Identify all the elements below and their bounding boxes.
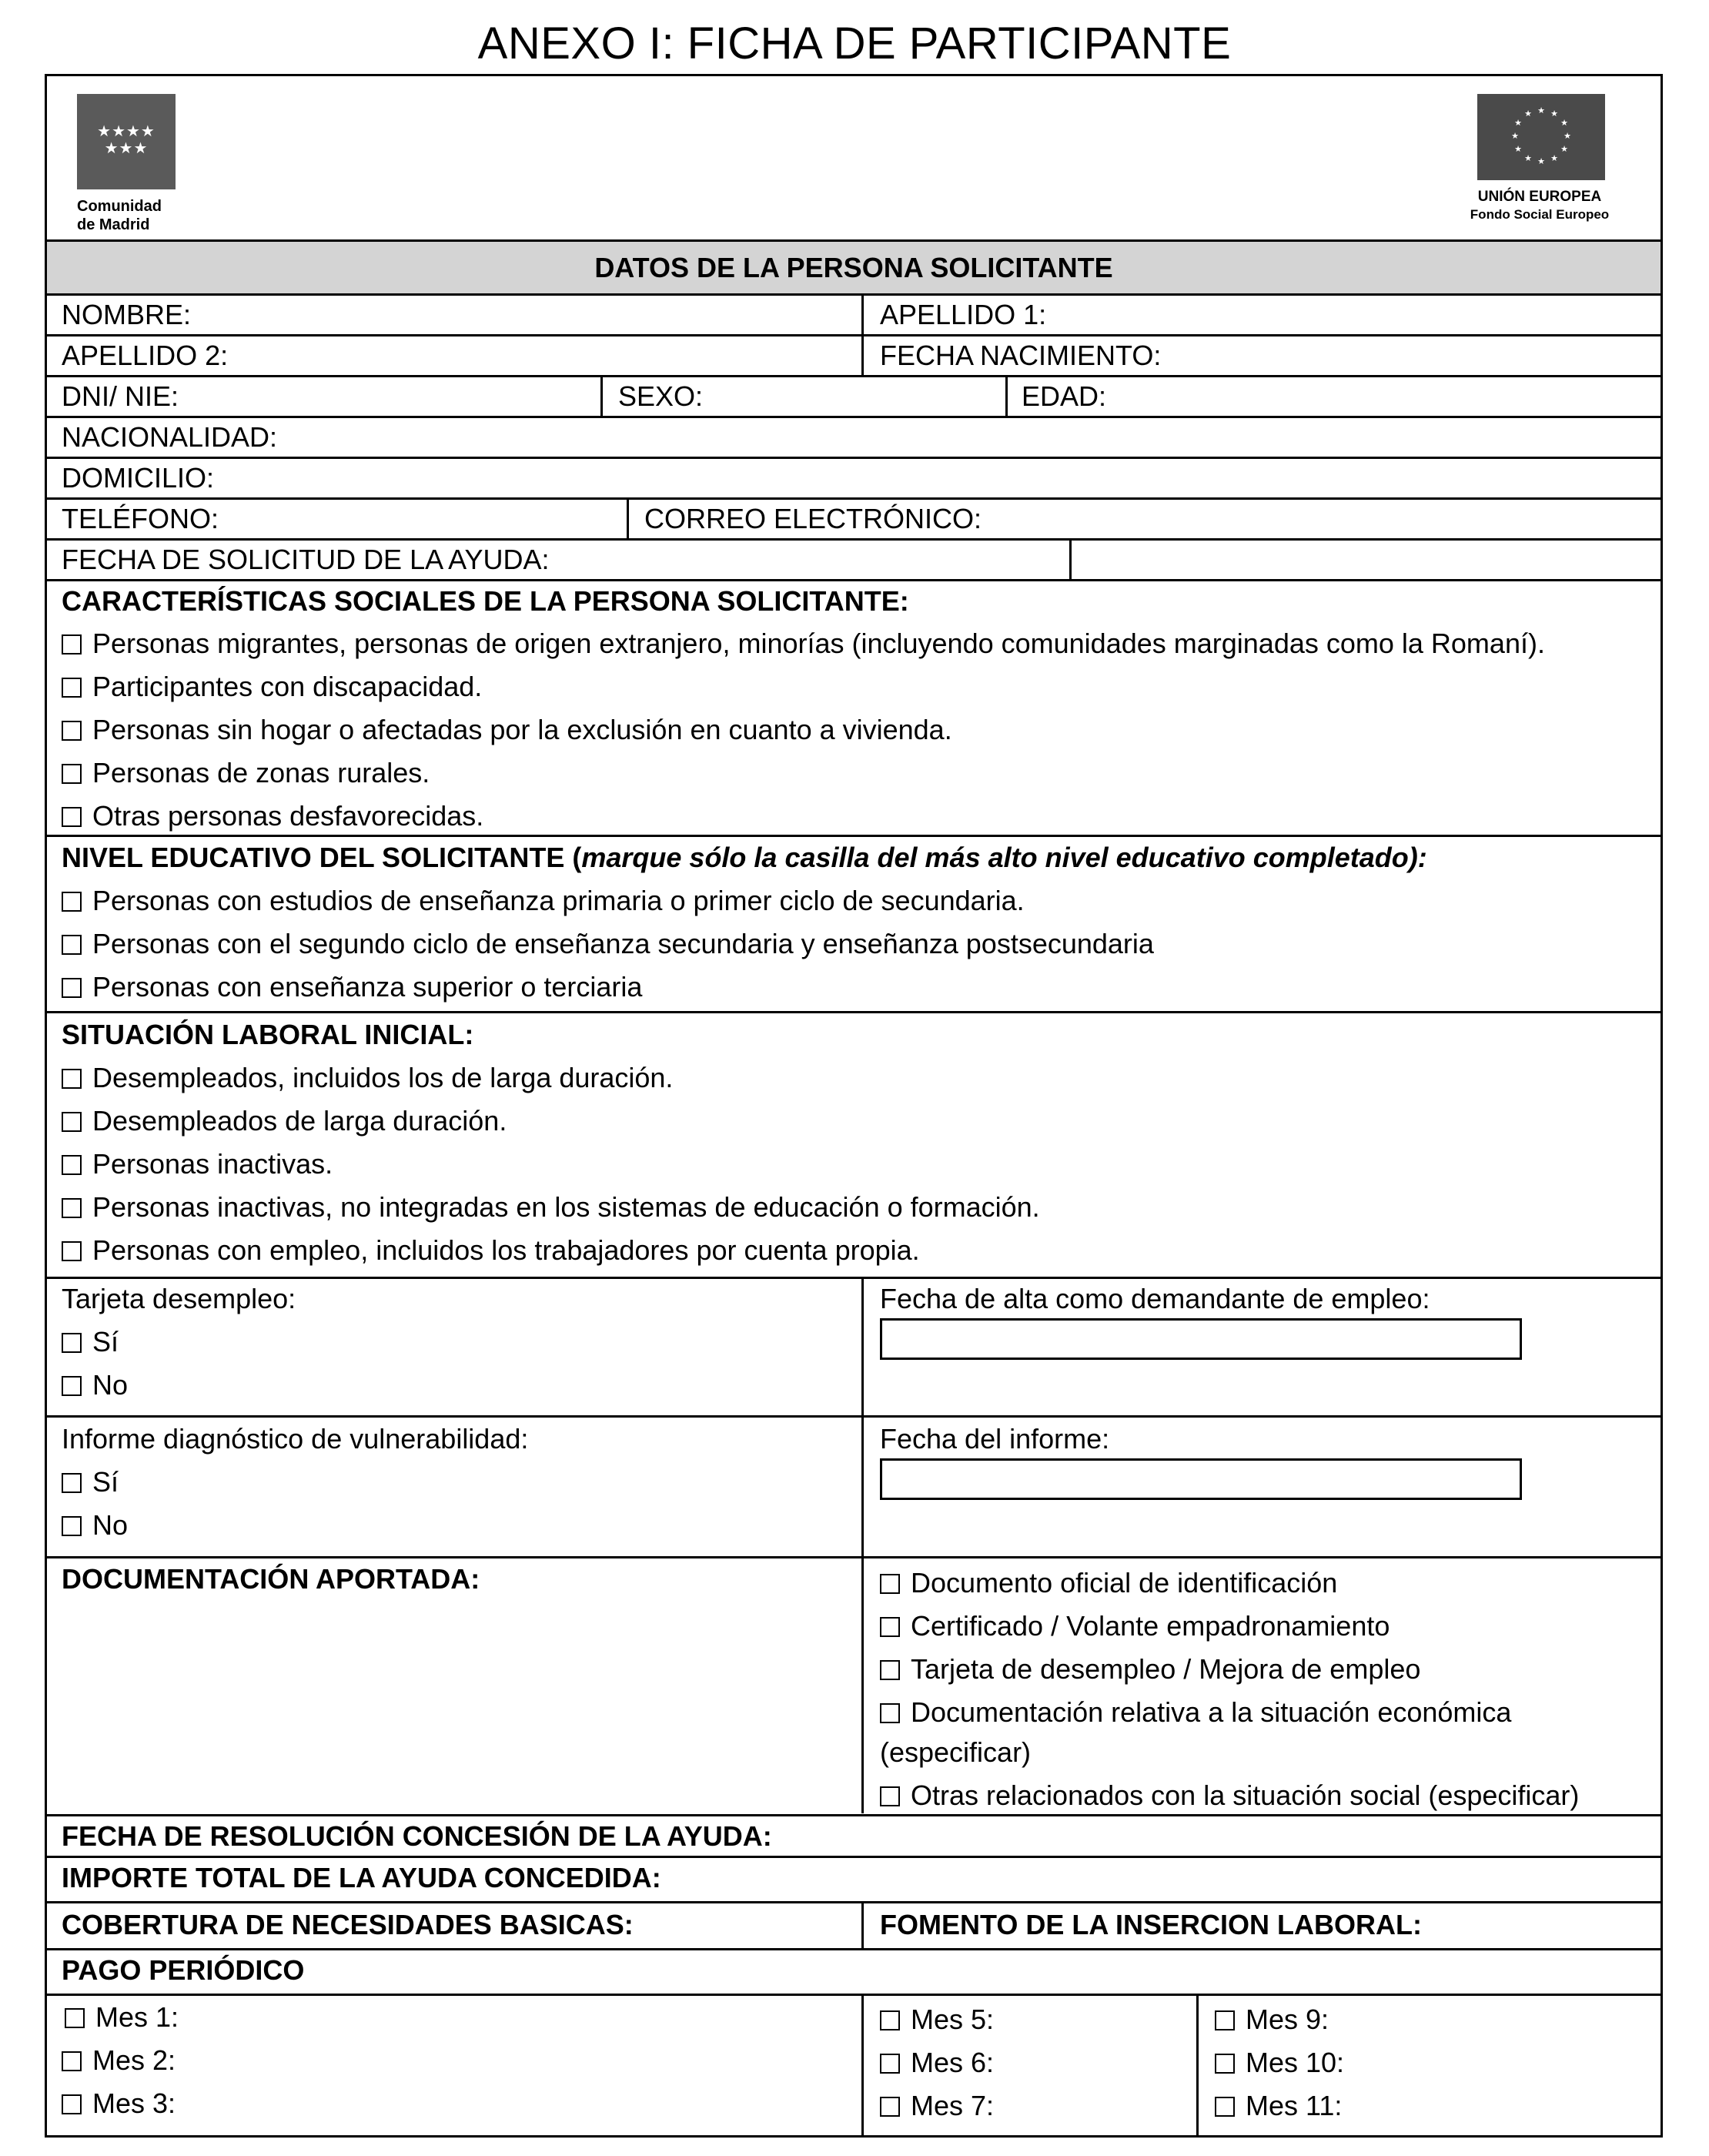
employment-option[interactable]: Desempleados de larga duración. (62, 1104, 507, 1138)
madrid-stars-icon: ★★★★ ★★★ (97, 123, 156, 157)
fecha-nacimiento-label: FECHA NACIMIENTO: (880, 340, 1162, 371)
divider (1069, 538, 1072, 579)
fecha-informe-field[interactable] (880, 1458, 1522, 1500)
mes-option[interactable]: Mes 9: (1215, 2003, 1329, 2037)
documentation-option[interactable]: Otras relacionados con la situación social (especificar) (880, 1779, 1579, 1813)
checkbox[interactable] (62, 634, 82, 654)
divider (45, 1556, 1663, 1558)
mes-option[interactable]: Mes 5: (880, 2003, 994, 2037)
checkbox[interactable] (1215, 2054, 1235, 2074)
checkbox[interactable] (62, 1241, 82, 1261)
social-option[interactable]: Otras personas desfavorecidas. (62, 799, 483, 833)
informe-label: Informe diagnóstico de vulnerabilidad: (62, 1423, 529, 1455)
checkbox[interactable] (880, 1703, 900, 1723)
mes-option[interactable]: Mes 1: (65, 2000, 179, 2034)
nombre-label: NOMBRE: (62, 299, 192, 330)
svg-text:★: ★ (1550, 153, 1558, 163)
checkbox[interactable] (62, 1155, 82, 1175)
checkbox[interactable] (1215, 2097, 1235, 2117)
nacionalidad-label: NACIONALIDAD: (62, 421, 278, 453)
svg-text:★: ★ (1537, 105, 1545, 116)
employment-option[interactable]: Desempleados, incluidos los de larga duración. (62, 1061, 673, 1095)
eu-caption: UNIÓN EUROPEA (1477, 189, 1602, 205)
fecha-informe-label: Fecha del informe: (880, 1423, 1110, 1455)
divider (45, 457, 1663, 459)
documentation-option[interactable]: Certificado / Volante empadronamiento (880, 1609, 1390, 1643)
checkbox[interactable] (62, 978, 82, 998)
fecha-alta-field[interactable] (880, 1318, 1522, 1360)
divider (45, 538, 1663, 541)
employment-option[interactable]: Personas inactivas, no integradas en los sistemas de educación o formación. (62, 1190, 1040, 1224)
checkbox[interactable] (62, 1069, 82, 1089)
union-europea-logo (1459, 94, 1613, 233)
dni-label: DNI/ NIE: (62, 380, 179, 412)
sexo-label: SEXO: (618, 380, 704, 412)
checkbox[interactable] (62, 721, 82, 741)
divider (45, 375, 1663, 377)
checkbox[interactable] (62, 1333, 82, 1353)
checkbox[interactable] (1215, 2010, 1235, 2030)
checkbox[interactable] (62, 1376, 82, 1396)
employment-heading: SITUACIÓN LABORAL INICIAL: (62, 1019, 474, 1050)
checkbox[interactable] (62, 2094, 82, 2114)
checkbox[interactable] (62, 1516, 82, 1536)
svg-text:★: ★ (1550, 109, 1558, 119)
mes-option[interactable]: Mes 7: (880, 2089, 994, 2123)
telefono-label: TELÉFONO: (62, 503, 219, 534)
divider (45, 334, 1663, 336)
divider (45, 1948, 1663, 1950)
checkbox[interactable] (62, 764, 82, 784)
divider (861, 1994, 864, 2138)
informe-yes-option[interactable]: Sí (62, 1465, 119, 1499)
svg-text:★: ★ (1537, 156, 1545, 166)
svg-text:★: ★ (1511, 131, 1519, 141)
divider (45, 239, 1663, 242)
checkbox[interactable] (65, 2008, 85, 2028)
checkbox[interactable] (880, 2054, 900, 2074)
divider (45, 416, 1663, 418)
education-option[interactable]: Personas con enseñanza superior o terciaria (62, 970, 642, 1004)
social-option[interactable]: Personas migrantes, personas de origen extranjero, minorías (incluyendo comunidades marginadas como la Romaní). (62, 627, 1545, 661)
eu-subcaption: Fondo Social Europeo (1470, 207, 1610, 222)
checkbox[interactable] (62, 807, 82, 827)
page-title: ANEXO I: FICHA DE PARTICIPANTE (477, 18, 1232, 69)
social-heading: CARACTERÍSTICAS SOCIALES DE LA PERSONA SOLICITANTE: (62, 585, 909, 617)
checkbox[interactable] (62, 2051, 82, 2071)
informe-no-option[interactable]: No (62, 1508, 128, 1542)
madrid-logo-caption: Comunidad de Madrid (77, 198, 162, 233)
documentation-option-continued: (especificar) (880, 1736, 1032, 1768)
checkbox[interactable] (880, 2010, 900, 2030)
divider (45, 1415, 1663, 1418)
divider (1005, 375, 1008, 416)
edad-label: EDAD: (1022, 380, 1107, 412)
checkbox[interactable] (880, 1574, 900, 1594)
social-option[interactable]: Personas de zonas rurales. (62, 756, 430, 790)
checkbox[interactable] (880, 2097, 900, 2117)
checkbox[interactable] (62, 935, 82, 955)
svg-text:★: ★ (1560, 144, 1568, 154)
documentation-option[interactable]: Documentación relativa a la situación económica (880, 1696, 1511, 1729)
checkbox[interactable] (62, 892, 82, 912)
social-option[interactable]: Participantes con discapacidad. (62, 670, 482, 704)
employment-option[interactable]: Personas con empleo, incluidos los trabajadores por cuenta propia. (62, 1234, 920, 1267)
svg-text:★: ★ (1524, 109, 1532, 119)
mes-option[interactable]: Mes 10: (1215, 2046, 1344, 2080)
documentation-option[interactable]: Documento oficial de identificación (880, 1566, 1337, 1600)
divider (627, 497, 629, 538)
employment-option[interactable]: Personas inactivas. (62, 1147, 333, 1181)
cobertura-label: COBERTURA DE NECESIDADES BASICAS: (62, 1909, 634, 1940)
divider (861, 1277, 864, 1813)
checkbox[interactable] (62, 1112, 82, 1132)
divider (45, 1277, 1663, 1279)
svg-text:★: ★ (1564, 131, 1571, 141)
divider (861, 293, 864, 375)
importe-label: IMPORTE TOTAL DE LA AYUDA CONCEDIDA: (62, 1862, 661, 1893)
fecha-resolucion-label: FECHA DE RESOLUCIÓN CONCESIÓN DE LA AYUDA: (62, 1820, 772, 1852)
divider (45, 579, 1663, 581)
svg-text:★: ★ (1560, 118, 1568, 128)
tarjeta-label: Tarjeta desempleo: (62, 1283, 296, 1314)
divider (45, 1856, 1663, 1858)
fomento-label: FOMENTO DE LA INSERCION LABORAL: (880, 1909, 1422, 1940)
tarjeta-yes-option[interactable]: Sí (62, 1325, 119, 1359)
checkbox[interactable] (62, 1198, 82, 1218)
divider (45, 1011, 1663, 1013)
divider (1196, 1994, 1199, 2138)
divider (45, 1901, 1663, 1903)
checkbox[interactable] (880, 1617, 900, 1637)
divider (45, 1814, 1663, 1816)
fecha-solicitud-label: FECHA DE SOLICITUD DE LA AYUDA: (62, 544, 550, 575)
svg-text:★: ★ (1524, 153, 1532, 163)
mes-option[interactable]: Mes 2: (62, 2044, 176, 2077)
mes-option[interactable]: Mes 11: (1215, 2089, 1342, 2123)
documentation-heading: DOCUMENTACIÓN APORTADA: (62, 1563, 480, 1595)
svg-text:★: ★ (1514, 118, 1522, 128)
eu-flag-icon (1477, 94, 1605, 180)
tarjeta-no-option[interactable]: No (62, 1368, 128, 1402)
divider (600, 375, 603, 416)
correo-label: CORREO ELECTRÓNICO: (644, 503, 982, 534)
checkbox[interactable] (880, 1786, 900, 1806)
divider (45, 1994, 1663, 1996)
mes-option[interactable]: Mes 3: (62, 2087, 176, 2121)
fecha-alta-label: Fecha de alta como demandante de empleo: (880, 1283, 1430, 1314)
divider (45, 293, 1663, 296)
checkbox[interactable] (62, 678, 82, 698)
divider (45, 835, 1663, 837)
apellido2-label: APELLIDO 2: (62, 340, 229, 371)
mes-option[interactable]: Mes 6: (880, 2046, 994, 2080)
education-option[interactable]: Personas con el segundo ciclo de enseñanza secundaria y enseñanza postsecundaria (62, 927, 1154, 961)
section-header: DATOS DE LA PERSONA SOLICITANTE (594, 252, 1113, 283)
documentation-option[interactable]: Tarjeta de desempleo / Mejora de empleo (880, 1652, 1420, 1686)
checkbox[interactable] (880, 1660, 900, 1680)
svg-text:★: ★ (1514, 144, 1522, 154)
divider (45, 497, 1663, 500)
education-option[interactable]: Personas con estudios de enseñanza primaria o primer ciclo de secundaria. (62, 884, 1025, 918)
social-option[interactable]: Personas sin hogar o afectadas por la exclusión en cuanto a vivienda. (62, 713, 952, 747)
apellido1-label: APELLIDO 1: (880, 299, 1047, 330)
education-heading: NIVEL EDUCATIVO DEL SOLICITANTE (marque sólo la casilla del más alto nivel educativo completado): (62, 842, 1427, 873)
divider (861, 1901, 864, 1948)
comunidad-madrid-logo (77, 94, 176, 248)
checkbox[interactable] (62, 1473, 82, 1493)
domicilio-label: DOMICILIO: (62, 462, 215, 494)
pago-heading: PAGO PERIÓDICO (62, 1954, 305, 1986)
